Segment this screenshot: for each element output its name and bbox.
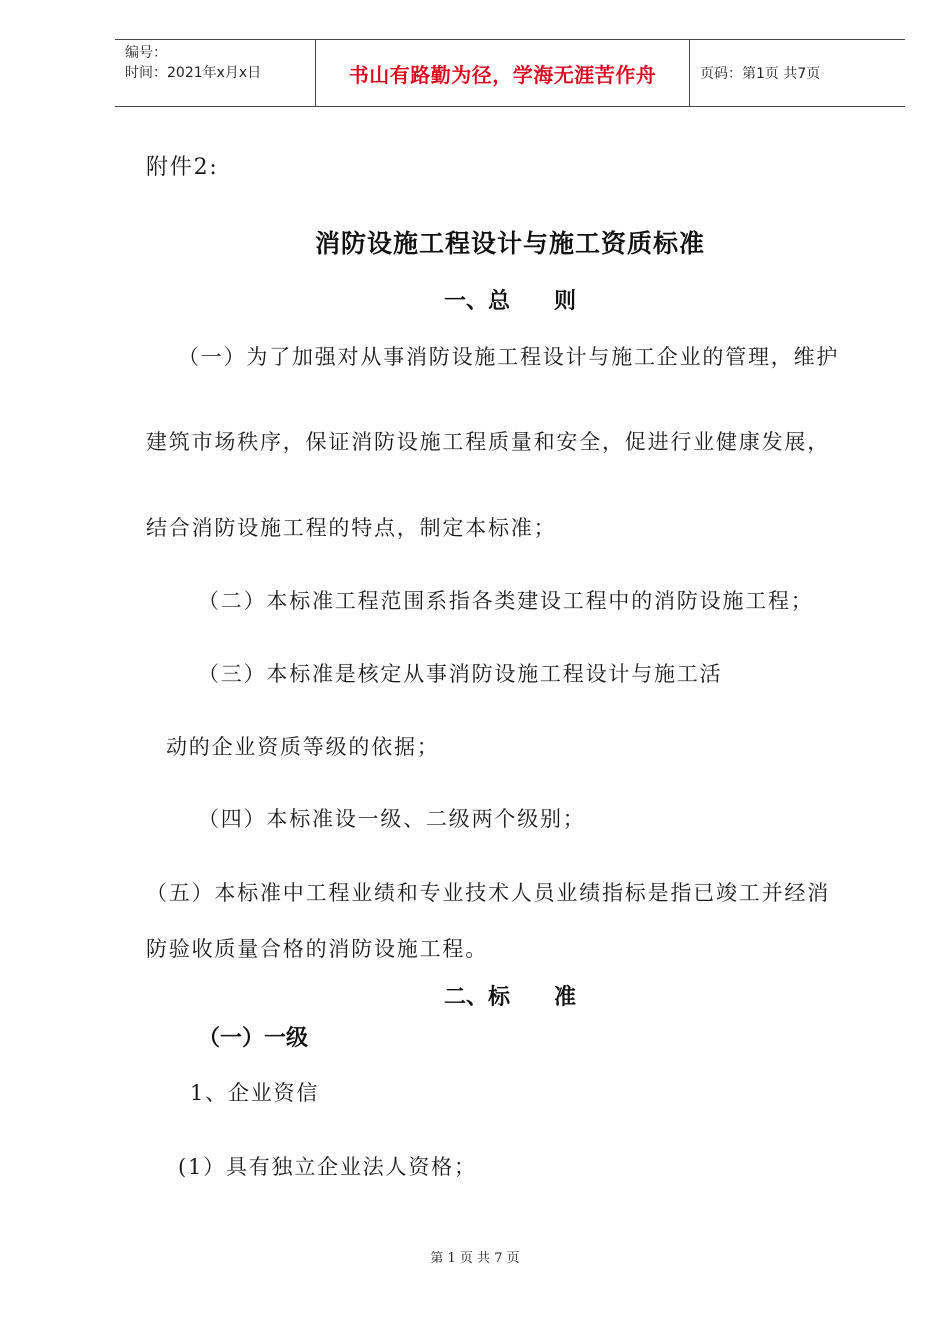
paragraph-line: 建筑市场秩序，保证消防设施工程质量和安全，促进行业健康发展， — [146, 430, 830, 454]
attachment-label: 附件2: — [146, 155, 219, 180]
paragraph-line: （四）本标准设一级、二级两个级别； — [198, 807, 586, 831]
paragraph-line: （五）本标准中工程业绩和专业技术人员业绩指标是指已竣工并经消 — [146, 881, 830, 905]
page-footer: 第 1 页 共 7 页 — [430, 1251, 520, 1266]
paragraph-line: 动的企业资质等级的依据； — [166, 735, 440, 759]
paragraph-line: （一）为了加强对从事消防设施工程设计与施工企业的管理，维护 — [178, 345, 840, 369]
item-heading: 1、企业资信 — [190, 1081, 320, 1105]
paragraph-line: 防验收质量合格的消防设施工程。 — [146, 937, 488, 961]
header-time-label: 时间：2021年x月x日 — [125, 65, 262, 81]
section2-heading: 二、标 准 — [443, 985, 576, 1010]
paragraph-line: 结合消防设施工程的特点，制定本标准； — [146, 516, 557, 540]
paragraph-line: （三）本标准是核定从事消防设施工程设计与施工活 — [198, 662, 723, 686]
header-motto: 书山有路勤为径，学海无涯苦作舟 — [316, 40, 690, 106]
page-header — [115, 39, 905, 107]
paragraph-line: （二）本标准工程范围系指各类建设工程中的消防设施工程； — [198, 589, 814, 613]
header-number-label: 编号： — [125, 45, 167, 61]
item-detail: (1）具有独立企业法人资格； — [178, 1155, 477, 1179]
header-meta — [115, 40, 316, 106]
document-title: 消防设施工程设计与施工资质标准 — [314, 229, 705, 258]
header-page-label: 页码：第1页 共7页 — [700, 66, 821, 82]
subsection-heading: （一）一级 — [198, 1026, 309, 1051]
section1-heading: 一、总 则 — [443, 289, 576, 314]
